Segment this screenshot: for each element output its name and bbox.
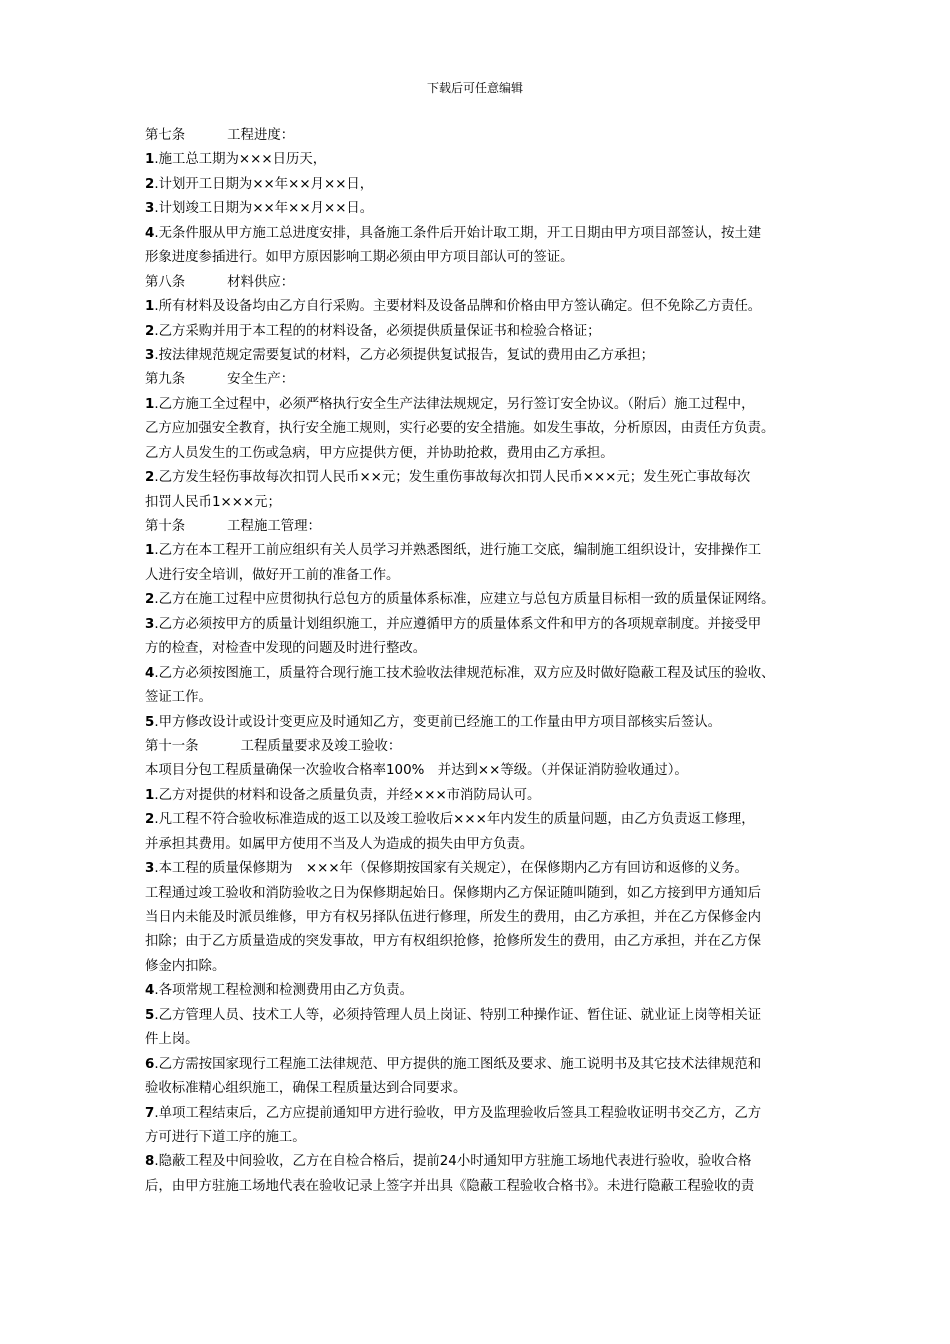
document-body — [145, 124, 820, 1199]
clause-text: .乙方在施工过程中应贯彻执行总包方的质量体系标准，应建立与总包方质量目标相一致的质量保证网络。 — [154, 592, 775, 608]
article-heading — [145, 124, 820, 148]
clause-line — [145, 686, 820, 710]
clause-text: .所有材料及设备均由乙方自行采购。主要材料及设备品牌和价格由甲方签认确定。但不免除乙方责任。 — [154, 299, 762, 315]
clause-text: 件上岗。 — [145, 1032, 199, 1048]
clause-text: .甲方修改设计或设计变更应及时通知乙方，变更前已经施工的工作量由甲方项目部核实后签认。 — [154, 714, 721, 730]
article-heading — [145, 368, 820, 392]
clause-line — [145, 711, 820, 735]
clause-line — [145, 808, 820, 832]
clause-line — [145, 1175, 820, 1199]
clause-line — [145, 1004, 820, 1028]
clause-text: .乙方管理人员、技术工人等，必须持管理人员上岗证、特别工种操作证、暂住证、就业证上岗等相关证 — [154, 1007, 762, 1023]
clause-line — [145, 295, 820, 319]
clause-text: 修金内扣除。 — [145, 958, 226, 974]
clause-text: 扣罚人民币1×××元； — [145, 494, 281, 510]
clause-line — [145, 173, 820, 197]
clause-number: 6 — [145, 1056, 155, 1072]
clause-text: .无条件服从甲方施工总进度安排，具备施工条件后开始计取工期，开工日期由甲方项目部签认，按土建 — [154, 225, 762, 241]
clause-line — [145, 1053, 820, 1077]
clause-number: 3 — [145, 861, 155, 877]
clause-text: .计划竣工日期为××年××月××日。 — [154, 201, 374, 217]
clause-number: 4 — [145, 665, 155, 681]
clause-text: .乙方施工全过程中，必须严格执行安全生产法律法规规定，另行签订安全协议。（附后）施工过程中， — [154, 396, 755, 412]
clause-text: 本项目分包工程质量确保一次验收合格率100% 并达到××等级。（并保证消防验收通过）。 — [145, 763, 688, 779]
clause-number: 1 — [145, 543, 155, 559]
clause-line — [145, 588, 820, 612]
article-number: 第十条 — [145, 519, 186, 534]
clause-line — [145, 344, 820, 368]
clause-text: .本工程的质量保修期为 ×××年（保修期按国家有关规定），在保修期内乙方有回访和返修的义务。 — [154, 861, 748, 877]
clause-number: 4 — [145, 225, 155, 241]
clause-text: .施工总工期为×××日历天， — [154, 152, 327, 168]
clause-number: 8 — [145, 1154, 155, 1170]
clause-line — [145, 393, 820, 417]
clause-line — [145, 1077, 820, 1101]
clause-number: 1 — [145, 787, 155, 803]
article-heading — [145, 515, 820, 539]
clause-line — [145, 197, 820, 221]
page-header: 下载后可任意编辑 — [426, 81, 523, 95]
clause-text: 乙方应加强安全教育，执行安全施工规则，实行必要的安全措施。如发生事故，分析原因，由责任方负责。 — [145, 421, 775, 437]
clause-line — [145, 539, 820, 563]
clause-line — [145, 417, 820, 441]
clause-line — [145, 1126, 820, 1150]
clause-text: .乙方发生轻伤事故每次扣罚人民币××元；发生重伤事故每次扣罚人民币×××元；发生死亡事故每次 — [154, 470, 751, 486]
clause-text: .各项常规工程检测和检测费用由乙方负责。 — [154, 983, 414, 999]
clause-number: 1 — [145, 152, 155, 168]
clause-number: 2 — [145, 323, 155, 339]
clause-text: 形象进度参插进行。如甲方原因影响工期必须由甲方项目部认可的签证。 — [145, 250, 574, 266]
clause-line — [145, 491, 820, 515]
clause-number: 7 — [145, 1105, 155, 1121]
clause-number: 4 — [145, 983, 155, 999]
clause-number: 2 — [145, 592, 155, 608]
clause-text: .乙方在本工程开工前应组织有关人员学习并熟悉图纸，进行施工交底，编制施工组织设计，安排操作工 — [154, 543, 762, 559]
clause-number: 3 — [145, 201, 155, 217]
article-title: 材料供应： — [227, 274, 295, 290]
clause-text: .乙方对提供的材料和设备之质量负责，并经×××市消防局认可。 — [154, 787, 541, 803]
clause-text: 签证工作。 — [145, 690, 212, 706]
clause-text: 人进行安全培训，做好开工前的准备工作。 — [145, 567, 400, 583]
article-number: 第十一条 — [145, 738, 199, 754]
article-heading — [145, 271, 820, 295]
clause-line — [145, 1150, 820, 1174]
article-title: 工程质量要求及竣工验收： — [240, 738, 402, 754]
clause-line — [145, 320, 820, 344]
clause-line — [145, 979, 820, 1003]
clause-text: 验收标准精心组织施工，确保工程质量达到合同要求。 — [145, 1081, 467, 1097]
clause-number: 5 — [145, 1007, 155, 1023]
clause-line — [145, 1102, 820, 1126]
clause-line — [145, 759, 820, 783]
clause-line — [145, 613, 820, 637]
clause-number: 3 — [145, 347, 155, 363]
clause-text: .计划开工日期为××年××月××日， — [154, 176, 374, 192]
clause-number: 5 — [145, 714, 155, 730]
clause-text: .单项工程结束后，乙方应提前通知甲方进行验收，甲方及监理验收后签具工程验收证明书交乙方，乙方 — [154, 1105, 762, 1121]
clause-text: .凡工程不符合验收标准造成的返工以及竣工验收后×××年内发生的质量问题，由乙方负责返工修理， — [154, 812, 755, 828]
clause-line — [145, 906, 820, 930]
article-number: 第九条 — [145, 372, 186, 388]
clause-line — [145, 637, 820, 661]
clause-text: .按法律规范规定需要复试的材料，乙方必须提供复试报告，复试的费用由乙方承担； — [154, 347, 655, 363]
clause-text: 工程通过竣工验收和消防验收之日为保修期起始日。保修期内乙方保证随叫随到，如乙方接到甲方通知后 — [145, 885, 761, 901]
clause-line — [145, 662, 820, 686]
clause-number: 1 — [145, 299, 155, 315]
clause-line — [145, 148, 820, 172]
clause-line — [145, 784, 820, 808]
article-title: 工程进度： — [227, 128, 295, 143]
clause-line — [145, 930, 820, 954]
clause-text: 方的检查，对检查中发现的问题及时进行整改。 — [145, 641, 427, 657]
clause-line — [145, 955, 820, 979]
clause-line — [145, 882, 820, 906]
clause-text: 并承担其费用。如属甲方使用不当及人为造成的损失由甲方负责。 — [145, 836, 534, 852]
article-number: 第七条 — [145, 128, 186, 143]
clause-number: 1 — [145, 396, 155, 412]
article-number: 第八条 — [145, 274, 186, 290]
clause-text: 当日内未能及时派员维修，甲方有权另择队伍进行修理，所发生的费用，由乙方承担，并在乙方保修金内 — [145, 910, 761, 925]
clause-text: .乙方必须按甲方的质量计划组织施工，并应遵循甲方的质量体系文件和甲方的各项规章制度。并接受甲 — [154, 616, 762, 632]
clause-number: 2 — [145, 812, 155, 828]
clause-text: 乙方人员发生的工伤或急病，甲方应提供方便，并协助抢救，费用由乙方承担。 — [145, 445, 614, 461]
article-title: 工程施工管理： — [227, 519, 321, 534]
clause-line — [145, 1028, 820, 1052]
clause-line — [145, 833, 820, 857]
clause-line — [145, 222, 820, 246]
clause-line — [145, 564, 820, 588]
clause-text: .乙方需按国家现行工程施工法律规范、甲方提供的施工图纸及要求、施工说明书及其它技术法律规范和 — [154, 1056, 762, 1072]
clause-text: 扣除；由于乙方质量造成的突发事故，甲方有权组织抢修，抢修所发生的费用，由乙方承担，并在乙方保 — [145, 934, 761, 950]
clause-text: .乙方必须按图施工，质量符合现行施工技术验收法律规范标准，双方应及时做好隐蔽工程及试压的验收、 — [154, 665, 775, 681]
clause-line — [145, 442, 820, 466]
clause-number: 2 — [145, 470, 155, 486]
clause-line — [145, 466, 820, 490]
article-heading — [145, 735, 820, 759]
clause-line — [145, 246, 820, 270]
clause-line — [145, 857, 820, 881]
clause-number: 2 — [145, 176, 155, 192]
clause-text: .隐蔽工程及中间验收，乙方在自检合格后，提前24小时通知甲方驻施工场地代表进行验收，验收合格 — [154, 1154, 752, 1170]
clause-text: .乙方采购并用于本工程的的材料设备，必须提供质量保证书和检验合格证； — [154, 323, 601, 339]
clause-text: 后，由甲方驻施工场地代表在验收记录上签字并出具《隐蔽工程验收合格书》。未进行隐蔽工程验收的责 — [145, 1178, 755, 1194]
clause-text: 方可进行下道工序的施工。 — [145, 1129, 306, 1145]
clause-number: 3 — [145, 616, 155, 632]
article-title: 安全生产： — [227, 372, 295, 388]
